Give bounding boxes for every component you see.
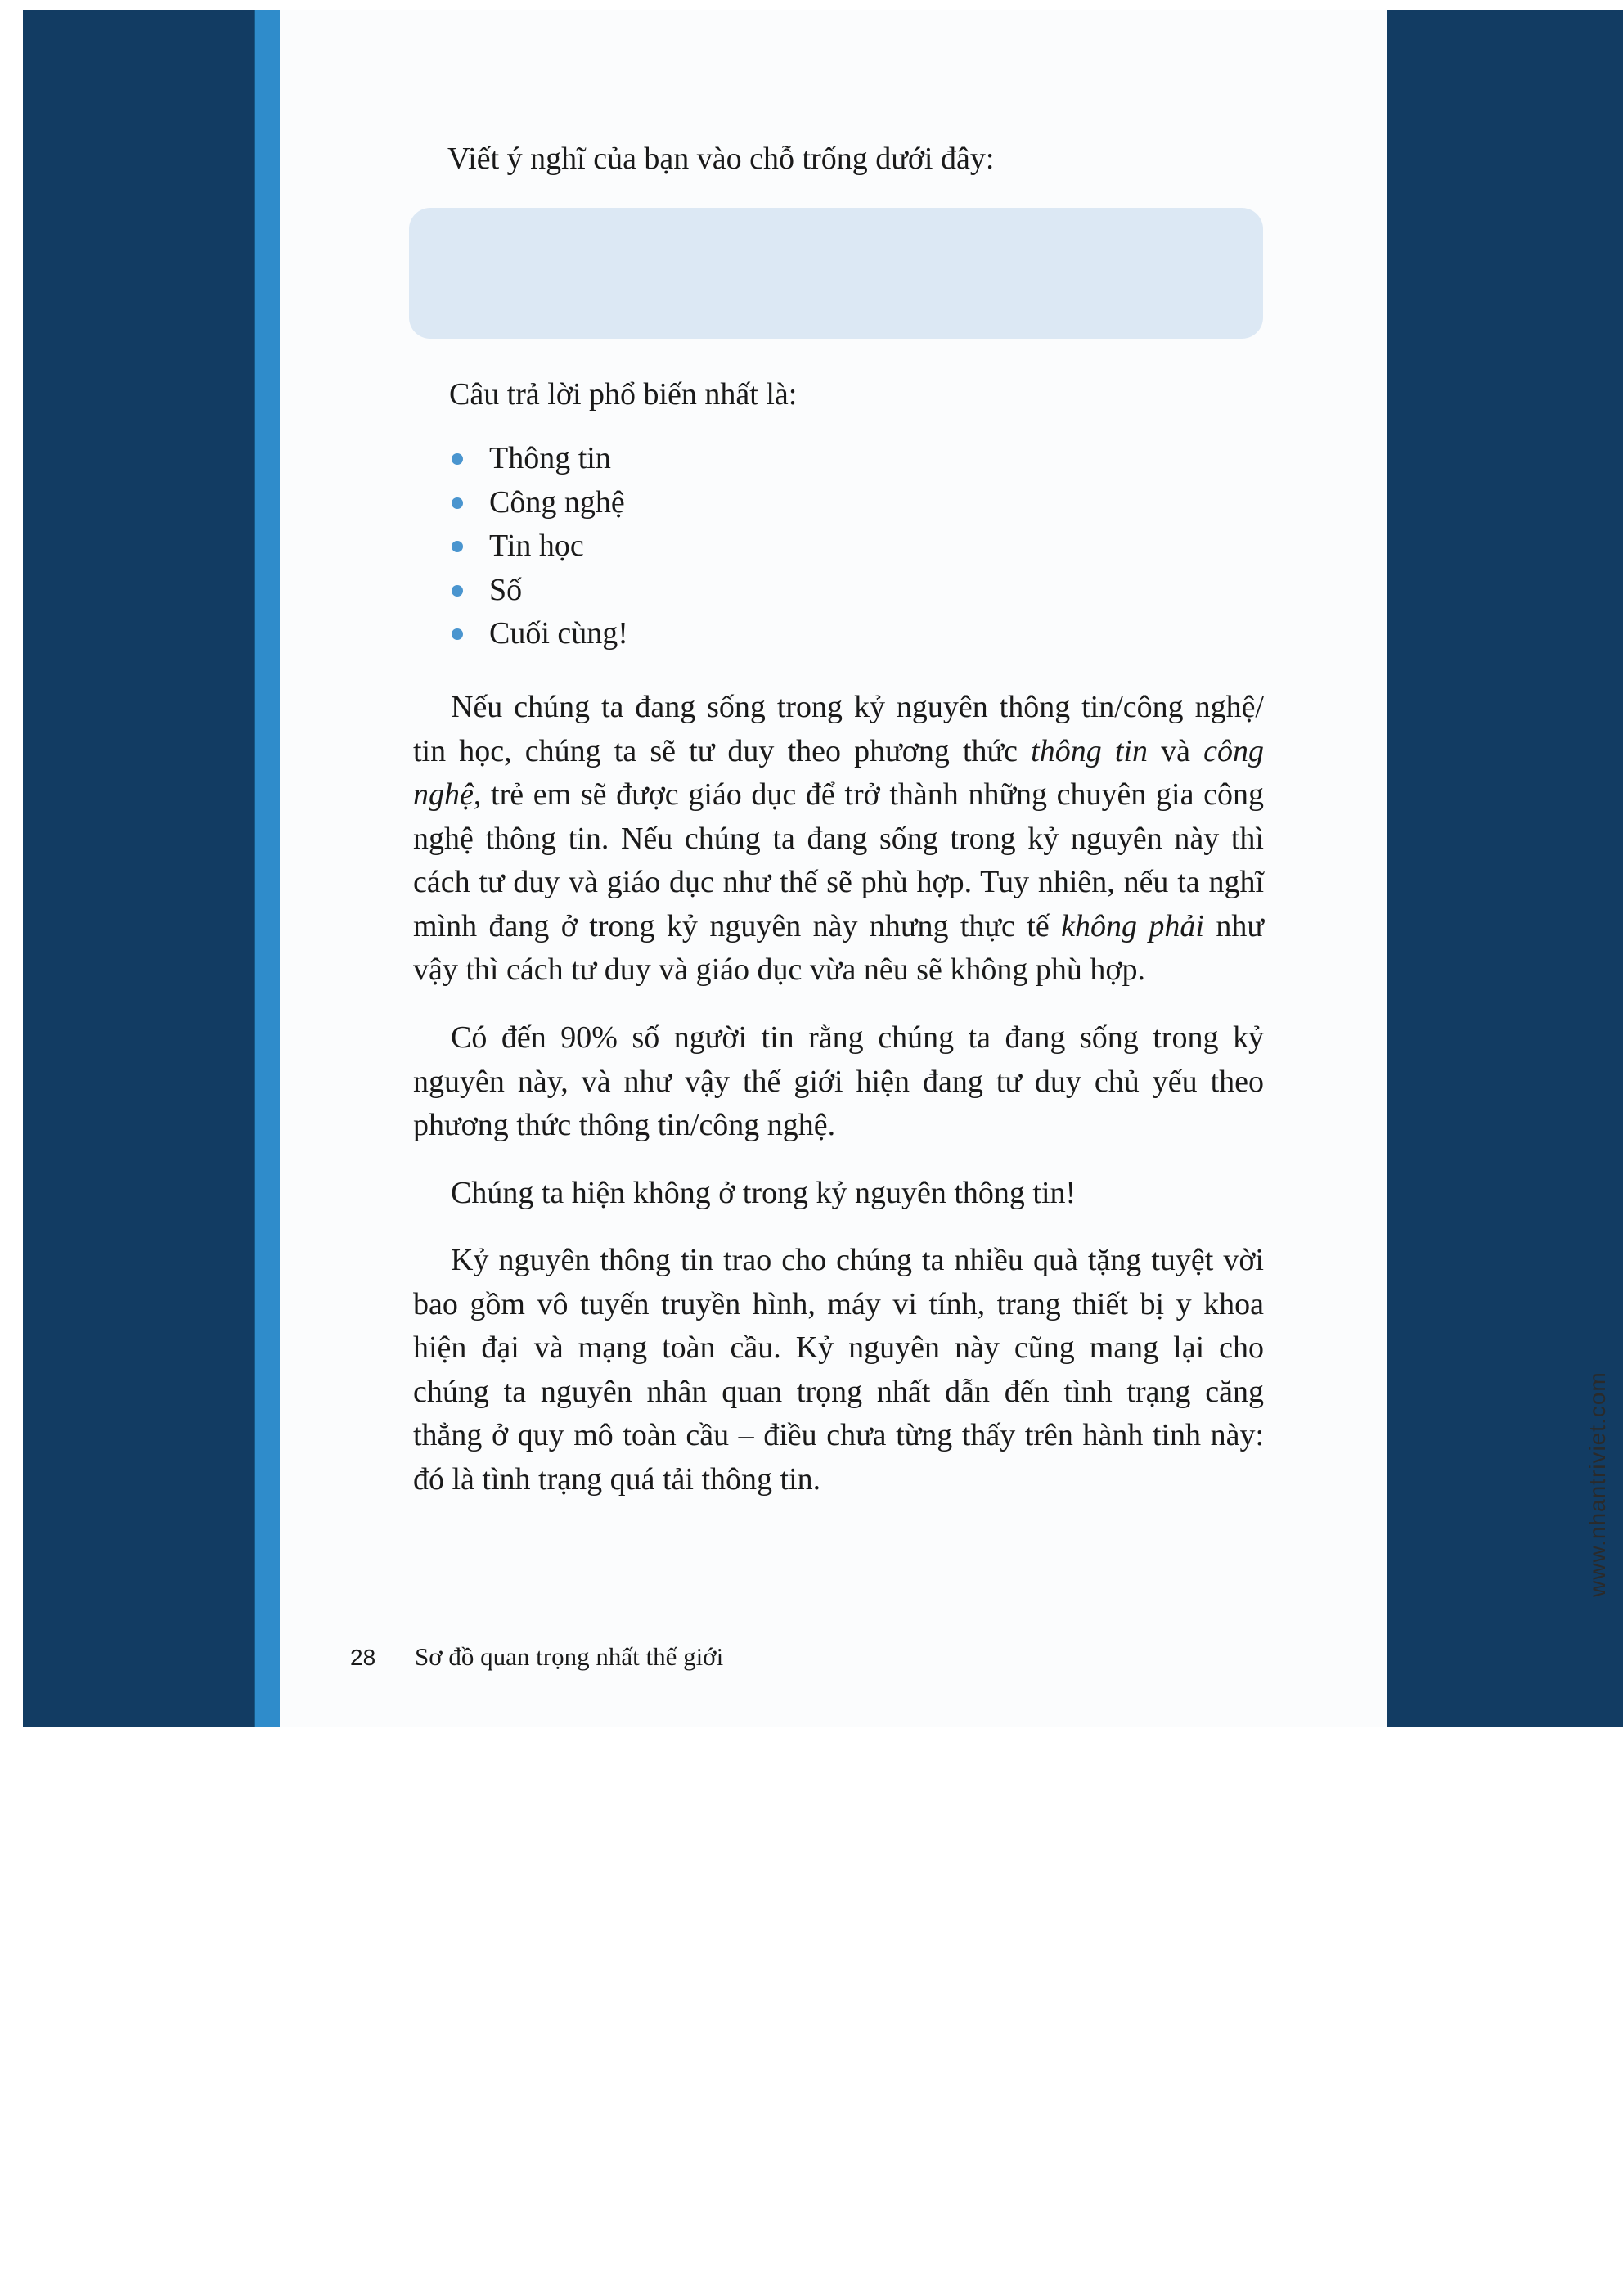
- bullet-icon: [452, 497, 463, 509]
- list-item: [452, 612, 628, 656]
- list-item-text: Số: [489, 572, 523, 607]
- running-title: Sơ đồ quan trọng nhất thế giới: [415, 1642, 724, 1671]
- bullet-icon: [452, 628, 463, 640]
- list-item-text: Tin học: [489, 529, 584, 563]
- paragraph-information-age: [413, 686, 1264, 993]
- paragraph-text: , trẻ em sẽ được giáo dục để trở thành những chuyên gia công nghệ thông tin. Nếu chúng ta đang sống trong kỷ nguyên này thì cách tư duy và giáo dục như thế sẽ phù hợp. Tuy nhiên, nếu ta nghĩ mình đang ở trong kỷ nguyên này nhưng thực tế: [413, 777, 1264, 943]
- paragraph-text: như vậy thì cách tư duy và giáo dục vừa nêu sẽ không phù hợp.: [413, 908, 1264, 987]
- paragraph-text: Nếu chúng ta đang sống trong kỷ nguyên thông tin/công nghệ/ tin học, chúng ta sẽ tư duy theo phương thức: [413, 690, 1264, 768]
- answer-box[interactable]: [409, 208, 1263, 339]
- emphasis-text: công nghệ: [413, 733, 1264, 812]
- bullet-icon: [452, 585, 463, 597]
- blue-spine-stripe: [255, 10, 280, 1727]
- list-item: [452, 524, 628, 569]
- list-item: [452, 569, 628, 613]
- page-number: 28: [350, 1645, 376, 1670]
- left-cover-background: [23, 10, 254, 1727]
- answers-intro: Câu trả lời phổ biến nhất là:: [449, 377, 798, 412]
- list-item-text: Cuối cùng!: [489, 616, 628, 651]
- bullet-icon: [452, 541, 463, 552]
- book-page: [280, 10, 1610, 1727]
- list-item-text: Công nghệ: [489, 484, 625, 520]
- bullet-icon: [452, 453, 463, 465]
- paragraph-information-overload: Kỷ nguyên thông tin trao cho chúng ta nhiều quà tặng tuyệt vời bao gồm vô tuyến truyền hình, máy vi tính, trang thiết bị y khoa hiện đại và mạng toàn cầu. Kỷ nguyên này cũng mang lại cho chúng ta nguyên nhân quan trọng nhất dẫn đến tình trạng căng thẳng ở quy mô toàn cầu – điều chưa từng thấy trên hành tinh này: đó là tình trạng quá tải thông tin.: [413, 1243, 1264, 1497]
- list-item-text: Thông tin: [489, 441, 611, 475]
- writing-prompt: Viết ý nghĩ của bạn vào chỗ trống dưới đây:: [447, 142, 995, 176]
- paragraph-text: và: [1147, 733, 1204, 768]
- list-item: [452, 437, 628, 481]
- paragraph-statement: Chúng ta hiện không ở trong kỷ nguyên thông tin!: [451, 1176, 1077, 1210]
- paragraph-ninety-percent: Có đến 90% số người tin rằng chúng ta đang sống trong kỷ nguyên này, và như vậy thế giới hiện đang tư duy chủ yếu theo phương thức thông tin/công nghệ.: [413, 1020, 1264, 1142]
- emphasis-text: thông tin: [1031, 733, 1148, 768]
- emphasis-text: không phải: [1061, 908, 1204, 943]
- website-watermark: www.nhantriviet.com: [1585, 1371, 1610, 1597]
- answers-list: [452, 437, 628, 656]
- list-item: [452, 481, 628, 525]
